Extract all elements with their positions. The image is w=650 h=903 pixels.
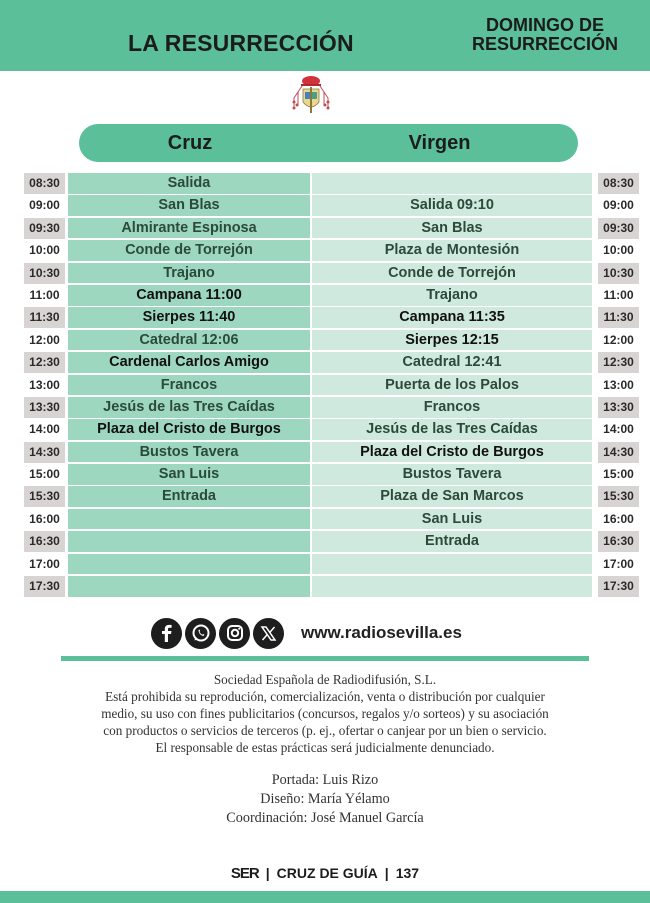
virgen-cell-highlight: Plaza del Cristo de Burgos — [312, 442, 592, 463]
table-row — [0, 397, 650, 419]
virgen-cell: Trajano — [312, 285, 592, 306]
time-right: 13:30 — [598, 397, 639, 418]
time-left: 17:00 — [29, 556, 60, 571]
table-row — [0, 218, 650, 240]
table-row — [0, 307, 650, 329]
time-right: 15:00 — [603, 467, 634, 482]
cruz-cell: Trajano — [68, 263, 310, 284]
time-left: 16:30 — [24, 531, 65, 552]
virgen-cell: Catedral 12:41 — [312, 352, 592, 373]
virgen-cell: Plaza de San Marcos — [312, 486, 592, 507]
column-header — [79, 124, 578, 162]
page-title: LA RESURRECCIÓN — [128, 30, 354, 56]
table-row — [0, 554, 650, 576]
time-left: 13:00 — [29, 377, 60, 392]
legal-text-line: El responsable de estas prácticas será judicialmente denunciado. — [155, 740, 495, 755]
time-left: 15:00 — [29, 467, 60, 482]
time-right: 11:30 — [598, 307, 639, 328]
legal-text-line: Está prohibida su reprodución, comercialización, venta o distribución por cualquier — [105, 689, 545, 704]
column-header-virgen: Virgen — [408, 132, 471, 154]
cruz-cell — [68, 509, 310, 530]
time-right: 14:00 — [603, 422, 634, 437]
cruz-cell: Bustos Tavera — [68, 442, 310, 463]
table-row — [0, 375, 650, 397]
table-row — [0, 442, 650, 464]
cruz-cell — [68, 554, 310, 575]
virgen-cell-highlight: Sierpes 12:15 — [312, 330, 592, 351]
time-left: 09:00 — [29, 198, 60, 213]
whatsapp-icon[interactable] — [185, 618, 216, 649]
publication-name: CRUZ DE GUÍA — [276, 865, 378, 881]
footer-band — [0, 891, 650, 903]
time-left: 15:30 — [24, 486, 65, 507]
time-right: 09:00 — [603, 198, 634, 213]
time-right: 08:30 — [598, 173, 639, 194]
cruz-cell: San Blas — [68, 195, 310, 216]
time-right: 16:30 — [598, 531, 639, 552]
cruz-cell: Francos — [68, 375, 310, 396]
time-right: 14:30 — [598, 442, 639, 463]
time-right: 13:00 — [603, 377, 634, 392]
divider — [61, 656, 589, 661]
credit-coordination: Coordinación: José Manuel García — [226, 810, 424, 826]
virgen-cell: San Luis — [312, 509, 592, 530]
table-row — [0, 419, 650, 441]
column-header-cruz: Cruz — [167, 132, 213, 154]
table-row — [0, 330, 650, 352]
table-row — [0, 285, 650, 307]
table-row — [0, 486, 650, 508]
legal-text-line: con productos o servicios de terceros (p. ej., ofertar o canjear por un bien o servicio. — [103, 723, 547, 738]
time-left: 08:30 — [24, 173, 65, 194]
table-row — [0, 352, 650, 374]
day-title — [460, 16, 630, 54]
time-right: 12:30 — [598, 352, 639, 373]
time-right: 15:30 — [598, 486, 639, 507]
virgen-cell: Francos — [312, 397, 592, 418]
virgen-cell: Conde de Torrejón — [312, 263, 592, 284]
time-right: 11:00 — [603, 287, 634, 302]
credit-design: Diseño: María Yélamo — [260, 791, 390, 807]
time-left: 14:00 — [29, 422, 60, 437]
table-row — [0, 240, 650, 262]
virgen-cell-highlight: Campana 11:35 — [312, 307, 592, 328]
cruz-cell — [68, 531, 310, 552]
ser-logo: SER — [230, 865, 259, 882]
website-link[interactable]: www.radiosevilla.es — [301, 623, 462, 642]
cruz-cell-highlight: Sierpes 11:40 — [68, 307, 310, 328]
table-row — [0, 531, 650, 553]
time-right: 09:30 — [598, 218, 639, 239]
cruz-cell-highlight: Plaza del Cristo de Burgos — [68, 419, 310, 440]
virgen-cell: Plaza de Montesión — [312, 240, 592, 261]
table-row — [0, 509, 650, 531]
virgen-cell: Entrada — [312, 531, 592, 552]
virgen-cell — [312, 554, 592, 575]
cruz-cell: San Luis — [68, 464, 310, 485]
social-links — [151, 617, 462, 649]
time-right: 17:00 — [603, 556, 634, 571]
time-left: 12:30 — [24, 352, 65, 373]
page-footer — [0, 865, 650, 882]
time-left: 12:00 — [29, 332, 60, 347]
cruz-cell: Conde de Torrejón — [68, 240, 310, 261]
footer-separator: | — [265, 865, 270, 881]
time-right: 10:00 — [603, 243, 634, 258]
cruz-cell: Catedral 12:06 — [68, 330, 310, 351]
table-row — [0, 263, 650, 285]
table-row — [0, 195, 650, 217]
time-right: 10:30 — [598, 263, 639, 284]
day-title-line2: RESURRECCIÓN — [471, 34, 618, 54]
cruz-cell: Jesús de las Tres Caídas — [68, 397, 310, 418]
time-left: 13:30 — [24, 397, 65, 418]
virgen-cell — [312, 173, 592, 194]
time-left: 10:00 — [29, 243, 60, 258]
coat-of-arms-icon — [289, 74, 333, 118]
virgen-cell: Puerta de los Palos — [312, 375, 592, 396]
table-row — [0, 173, 650, 195]
virgen-cell — [312, 576, 592, 597]
x-icon[interactable] — [253, 618, 284, 649]
time-left: 11:00 — [29, 287, 60, 302]
virgen-cell: Jesús de las Tres Caídas — [312, 419, 592, 440]
time-left: 14:30 — [24, 442, 65, 463]
page-number: 137 — [395, 865, 420, 881]
cruz-cell: Almirante Espinosa — [68, 218, 310, 239]
legal-company: Sociedad Española de Radiodifusión, S.L. — [213, 672, 437, 687]
time-left: 16:00 — [29, 511, 60, 526]
cruz-cell-highlight: Campana 11:00 — [68, 285, 310, 306]
instagram-icon[interactable] — [219, 618, 250, 649]
table-row — [0, 576, 650, 598]
cruz-cell-highlight: Cardenal Carlos Amigo — [68, 352, 310, 373]
time-right: 17:30 — [598, 576, 639, 597]
facebook-icon[interactable] — [151, 618, 182, 649]
footer-separator: | — [384, 865, 389, 881]
cruz-cell: Entrada — [68, 486, 310, 507]
time-left: 11:30 — [24, 307, 65, 328]
credit-cover: Portada: Luis Rizo — [271, 772, 379, 788]
day-title-line1: DOMINGO DE — [485, 15, 604, 35]
time-right: 12:00 — [603, 332, 634, 347]
time-right: 16:00 — [603, 511, 634, 526]
legal-text-line: medio, su uso con fines publicitarios (concursos, regalos y/o sorteos) y su asociación — [101, 706, 549, 721]
virgen-cell: Salida 09:10 — [312, 195, 592, 216]
virgen-cell: San Blas — [312, 218, 592, 239]
legal-notice — [40, 671, 610, 756]
table-row — [0, 464, 650, 486]
cruz-cell: Salida — [68, 173, 310, 194]
cruz-cell — [68, 576, 310, 597]
time-left: 10:30 — [24, 263, 65, 284]
time-left: 09:30 — [24, 218, 65, 239]
virgen-cell: Bustos Tavera — [312, 464, 592, 485]
credits — [100, 771, 550, 828]
time-left: 17:30 — [24, 576, 65, 597]
schedule-table — [0, 173, 650, 598]
